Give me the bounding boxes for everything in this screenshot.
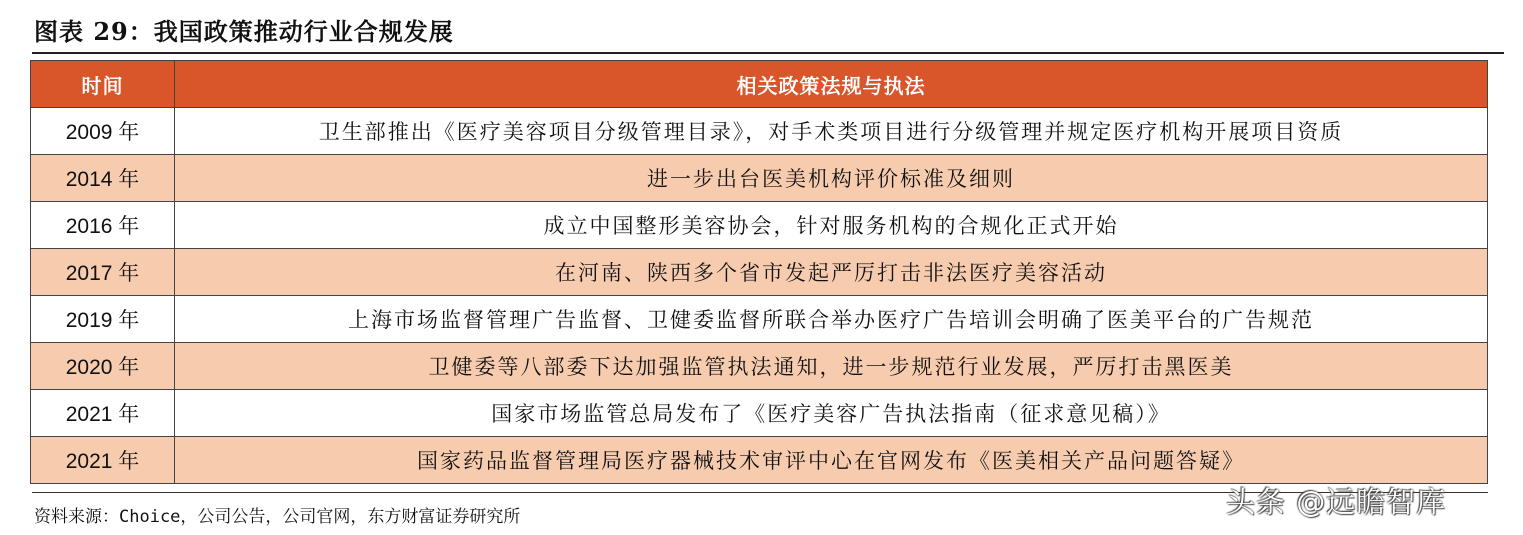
table-row	[31, 155, 1488, 202]
row-year: 2014 年	[31, 155, 175, 202]
header-policy: 相关政策法规与执法	[175, 61, 1488, 108]
row-policy-text: 卫生部推出《医疗美容项目分级管理目录》，对手术类项目进行分级管理并规定医疗机构开展项目资质	[175, 108, 1488, 155]
row-year: 2009 年	[31, 108, 175, 155]
row-policy-text: 在河南、陕西多个省市发起严厉打击非法医疗美容活动	[175, 249, 1488, 296]
title-divider	[32, 52, 1504, 54]
row-year: 2021 年	[31, 437, 175, 484]
table-row	[31, 108, 1488, 155]
table-row	[31, 390, 1488, 437]
table-row	[31, 249, 1488, 296]
table-row	[31, 296, 1488, 343]
watermark: 头条 @远瞻智库	[1226, 485, 1447, 519]
table-header-row	[31, 61, 1488, 108]
table-row	[31, 437, 1488, 484]
header-time: 时间	[31, 61, 175, 108]
row-policy-text: 国家药品监督管理局医疗器械技术审评中心在官网发布《医美相关产品问题答疑》	[175, 437, 1488, 484]
page-title: 图表 29：我国政策推动行业合规发展	[34, 17, 454, 46]
row-policy-text: 进一步出台医美机构评价标准及细则	[175, 155, 1488, 202]
row-year: 2016 年	[31, 202, 175, 249]
row-year: 2020 年	[31, 343, 175, 390]
row-policy-text: 国家市场监管总局发布了《医疗美容广告执法指南（征求意见稿）》	[175, 390, 1488, 437]
policy-table	[30, 60, 1488, 484]
table-row	[31, 343, 1488, 390]
source-note: 资料来源：Choice，公司公告，公司官网，东方财富证券研究所	[34, 507, 521, 527]
table-row	[31, 202, 1488, 249]
row-policy-text: 成立中国整形美容协会，针对服务机构的合规化正式开始	[175, 202, 1488, 249]
row-policy-text: 卫健委等八部委下达加强监管执法通知，进一步规范行业发展，严厉打击黑医美	[175, 343, 1488, 390]
row-year: 2021 年	[31, 390, 175, 437]
row-policy-text: 上海市场监督管理广告监督、卫健委监督所联合举办医疗广告培训会明确了医美平台的广告规范	[175, 296, 1488, 343]
row-year: 2019 年	[31, 296, 175, 343]
row-year: 2017 年	[31, 249, 175, 296]
